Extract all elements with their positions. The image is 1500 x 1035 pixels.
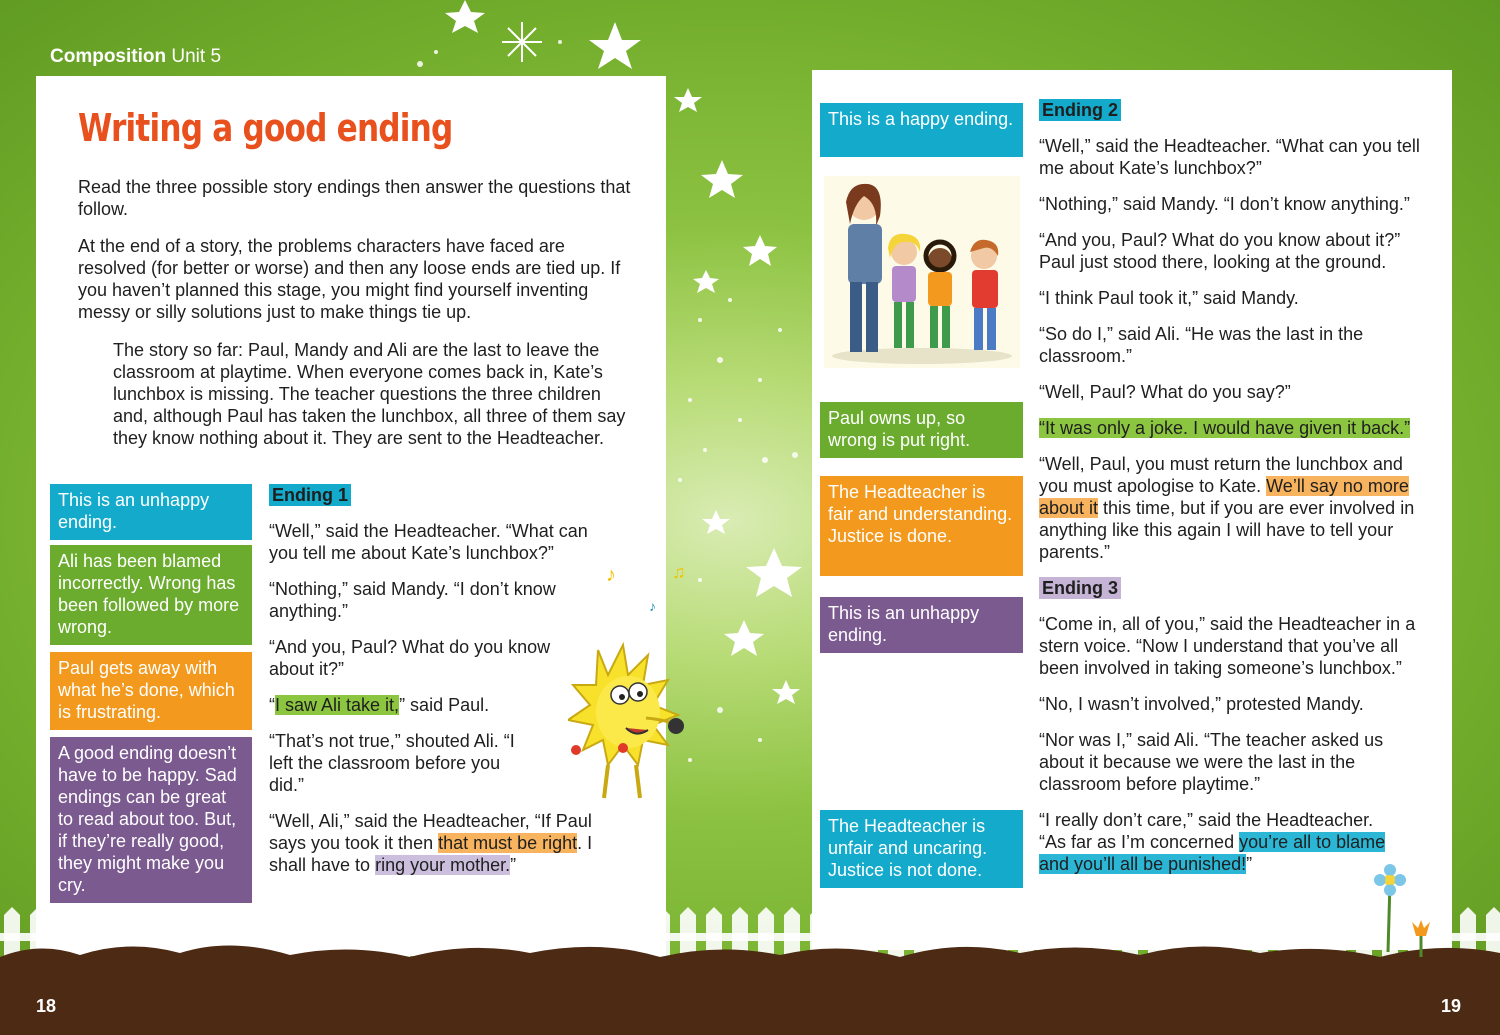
ending-3-heading: Ending 3 (1039, 577, 1121, 599)
ending-2-line-4: “I think Paul took it,” said Mandy. (1039, 288, 1299, 308)
ending-3-line-1: “Come in, all of you,” said the Headteacher in a stern voice. “Now I understand that you’ve all been involved in taking someone’s lunchbox.” (1039, 614, 1416, 678)
highlight-say-no-more: We’ll say no more about it (1039, 476, 1409, 518)
tag-paul-gets-away: Paul gets away with what he’s done, which is frustrating. (50, 652, 252, 730)
characters-illustration (824, 176, 1020, 368)
ending-2-line-8: “Well, Paul, you must return the lunchbox and you must apologise to Kate. We’ll say no more about it this time, but if you are ever involved in anything like this again I will have to tell your parents.” (1039, 454, 1415, 562)
highlight-ring-mother: ring your mother. (375, 855, 511, 875)
intro-paragraph-1: Read the three possible story endings then answer the questions that follow. (78, 177, 631, 219)
story-so-far: The story so far: Paul, Mandy and Ali are the last to leave the classroom at playtime. When everyone comes back in, Kate’s lunchbox is missing. The teacher questions the three children and, although Paul has taken the lunchbox, all three of them say they know nothing about it. They are sent to the Headteacher. (113, 340, 626, 448)
section-label: Composition (50, 46, 167, 67)
ending-2-heading: Ending 2 (1039, 99, 1121, 121)
page-number-left: 18 (36, 996, 57, 1016)
ending-1-line-3: “And you, Paul? What do you know about it?” (269, 637, 551, 679)
ending-3-line-3: “Nor was I,” said Ali. “The teacher asked us about it because we were the last in the classroom before playtime.” (1039, 730, 1384, 794)
highlight-all-to-blame: you’re all to blame and you’ll all be punished! (1039, 832, 1386, 874)
ending-2-line-6: “Well, Paul? What do you say?” (1039, 382, 1291, 402)
page-title: Writing a good ending (78, 106, 453, 150)
ending-1-line-1: “Well,” said the Headteacher. “What can you tell me about Kate’s lunchbox?” (269, 521, 588, 563)
intro-paragraph-2: At the end of a story, the problems characters have faced are resolved (for better or worse) and then any loose ends are tied up. If you haven’t planned this stage, you might find yourself inventing messy or silly solutions just to make things tie up. (78, 236, 621, 322)
tag-unhappy-ending-3: This is an unhappy ending. (820, 597, 1023, 653)
ending-2 (1039, 99, 1427, 875)
ending-1-line-4: “I saw Ali take it,” said Paul. (269, 695, 490, 715)
ending-2-line-2: “Nothing,” said Mandy. “I don’t know anything.” (1039, 194, 1410, 214)
tag-paul-owns-up: Paul owns up, so wrong is put right. (820, 402, 1023, 458)
ending-1-line-6: “Well, Ali,” said the Headteacher, “If Paul says you took it then that must be right. I shall have to ring your mother.” (269, 811, 593, 875)
highlight-only-a-joke: “It was only a joke. I would have given it back.” (1039, 418, 1411, 438)
tag-ali-blamed: Ali has been blamed incorrectly. Wrong has been followed by more wrong. (50, 545, 252, 645)
ending-2-line-5: “So do I,” said Ali. “He was the last in the classroom.” (1039, 324, 1364, 366)
tag-headteacher-fair: The Headteacher is fair and understanding. Justice is done. (820, 476, 1023, 576)
ending-2-line-1: “Well,” said the Headteacher. “What can you tell me about Kate’s lunchbox?” (1039, 136, 1420, 178)
tag-good-ending-note: A good ending doesn’t have to be happy. Sad endings can be great to read about too. But, if they’re really good, they might make you cry. (50, 737, 252, 903)
highlight-must-be-right: that must be right (438, 833, 578, 853)
music-note-icon: ♪ (606, 564, 616, 586)
tag-unhappy-ending-1: This is an unhappy ending. (50, 484, 252, 540)
music-note-icon: ♪ (649, 598, 656, 614)
music-note-icon: ♫ (672, 562, 686, 582)
ending-1 (269, 484, 619, 876)
tag-headteacher-unfair: The Headteacher is unfair and uncaring. Justice is not done. (820, 810, 1023, 888)
ending-3-line-4: “I really don’t care,” said the Headteacher. “As far as I’m concerned you’re all to blame and you’ll all be punished!” (1039, 810, 1386, 874)
unit-header (50, 46, 221, 68)
ending-1-heading: Ending 1 (269, 484, 351, 506)
ending-2-line-3: “And you, Paul? What do you know about it?” Paul just stood there, looking at the ground. (1039, 230, 1401, 272)
highlight-accusation: I saw Ali take it, (275, 695, 400, 715)
flower-decoration (1368, 862, 1438, 962)
hedgehog-mascot-illustration (568, 640, 688, 810)
tag-happy-ending: This is a happy ending. (820, 103, 1023, 157)
unit-label: Unit 5 (171, 46, 222, 67)
ending-3-line-2: “No, I wasn’t involved,” protested Mandy. (1039, 694, 1364, 714)
page-number-right: 19 (1441, 996, 1462, 1016)
ending-1-line-2: “Nothing,” said Mandy. “I don’t know anything.” (269, 579, 556, 621)
ending-1-line-5: “That’s not true,” shouted Ali. “I left the classroom before you did.” (269, 731, 515, 795)
soil-mounds (0, 935, 1500, 975)
